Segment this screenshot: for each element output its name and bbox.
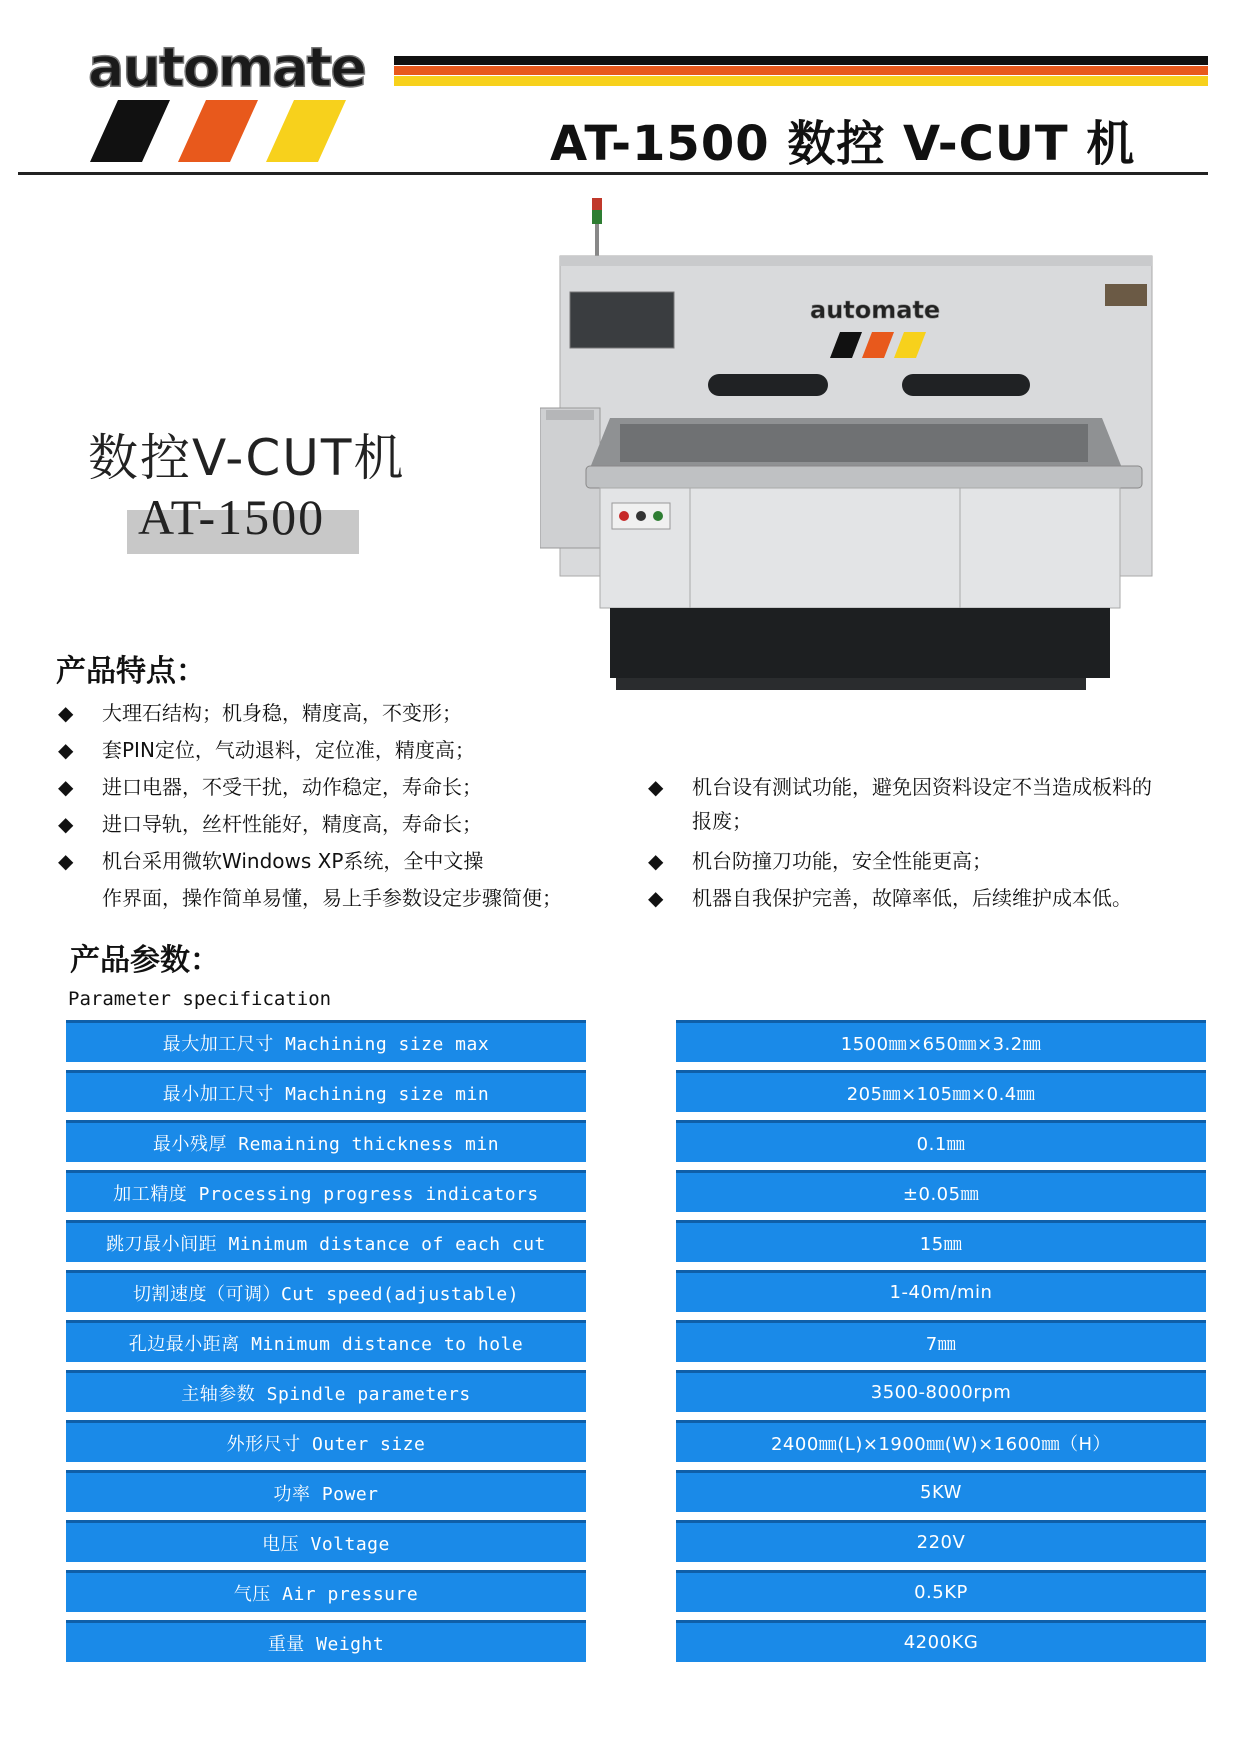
bullet-icon: ◆	[58, 775, 74, 799]
param-label: 功率 Power	[66, 1470, 586, 1512]
feature-item	[58, 769, 482, 806]
param-value: ±0.05㎜	[676, 1170, 1206, 1212]
feature-item	[58, 843, 483, 880]
param-value: 4200KG	[676, 1620, 1206, 1662]
param-value: 220V	[676, 1520, 1206, 1562]
param-value: 5KW	[676, 1470, 1206, 1512]
bullet-icon: ◆	[58, 701, 74, 725]
param-value: 0.1㎜	[676, 1120, 1206, 1162]
bullet-icon: ◆	[648, 775, 664, 799]
param-value: 2400㎜(L)×1900㎜(W)×1600㎜（H）	[676, 1420, 1206, 1462]
feature-text: 机台设有测试功能，避免因资料设定不当造成板料的	[692, 775, 1152, 799]
param-value: 3500-8000rpm	[676, 1370, 1206, 1412]
document-title: AT-1500 数控 V-CUT 机	[550, 116, 1136, 172]
param-label: 电压 Voltage	[66, 1520, 586, 1562]
feature-text: 机台采用微软Windows XP系统，全中文操	[102, 849, 484, 873]
feature-item	[648, 880, 1132, 917]
svg-text:automate: automate	[88, 38, 365, 98]
bullet-icon: ◆	[58, 812, 74, 836]
machine-photo	[540, 198, 1172, 703]
feature-item	[648, 769, 1152, 806]
feature-text: 套PIN定位，气动退料，定位准，精度高；	[102, 738, 475, 762]
param-value: 7㎜	[676, 1320, 1206, 1362]
param-value: 1500㎜×650㎜×3.2㎜	[676, 1020, 1206, 1062]
param-label: 气压 Air pressure	[66, 1570, 586, 1612]
feature-text: 报废；	[692, 809, 752, 833]
param-label: 外形尺寸 Outer size	[66, 1420, 586, 1462]
feature-item-continued	[58, 880, 562, 917]
bullet-icon: ◆	[648, 849, 664, 873]
parameters-heading: 产品参数：	[70, 943, 220, 978]
feature-text: 进口导轨，丝杆性能好，精度高，寿命长；	[102, 812, 482, 836]
param-value: 0.5KP	[676, 1570, 1206, 1612]
header-stripe-black	[394, 56, 1208, 65]
feature-item	[58, 695, 462, 732]
param-label: 加工精度 Processing progress indicators	[66, 1170, 586, 1212]
param-label: 切割速度（可调）Cut speed(adjustable)	[66, 1270, 586, 1312]
param-value: 15㎜	[676, 1220, 1206, 1262]
svg-text:automate: automate	[810, 296, 941, 324]
param-label: 主轴参数 Spindle parameters	[66, 1370, 586, 1412]
param-label: 孔边最小距离 Minimum distance to hole	[66, 1320, 586, 1362]
param-label: 最小加工尺寸 Machining size min	[66, 1070, 586, 1112]
param-label: 最大加工尺寸 Machining size max	[66, 1020, 586, 1062]
param-label: 重量 Weight	[66, 1620, 586, 1662]
bullet-icon: ◆	[58, 738, 74, 762]
feature-item	[648, 843, 992, 880]
feature-item-continued	[648, 803, 752, 840]
header-stripe-yellow	[394, 76, 1208, 86]
bullet-icon: ◆	[648, 886, 664, 910]
product-model-label: AT-1500	[138, 489, 326, 545]
feature-item	[58, 732, 475, 769]
feature-text: 作界面，操作简单易懂，易上手参数设定步骤简便；	[102, 886, 562, 910]
feature-text: 进口电器，不受干扰，动作稳定，寿命长；	[102, 775, 482, 799]
feature-item	[58, 806, 482, 843]
header-rule	[18, 172, 1208, 175]
features-heading: 产品特点：	[56, 654, 206, 689]
param-value: 205㎜×105㎜×0.4㎜	[676, 1070, 1206, 1112]
feature-text: 机器自我保护完善，故障率低，后续维护成本低。	[692, 886, 1132, 910]
param-label: 最小残厚 Remaining thickness min	[66, 1120, 586, 1162]
brand-logo-stripes	[90, 100, 350, 162]
product-side-title: 数控V-CUT机	[88, 429, 406, 487]
header-stripe-orange	[394, 66, 1208, 75]
brand-logo-wordmark	[86, 38, 366, 98]
feature-text: 大理石结构；机身稳，精度高，不变形；	[102, 701, 462, 725]
feature-text: 机台防撞刀功能，安全性能更高；	[692, 849, 992, 873]
param-value: 1-40m/min	[676, 1270, 1206, 1312]
bullet-icon: ◆	[58, 849, 74, 873]
param-label: 跳刀最小间距 Minimum distance of each cut	[66, 1220, 586, 1262]
parameters-subheading: Parameter specification	[68, 988, 332, 1010]
